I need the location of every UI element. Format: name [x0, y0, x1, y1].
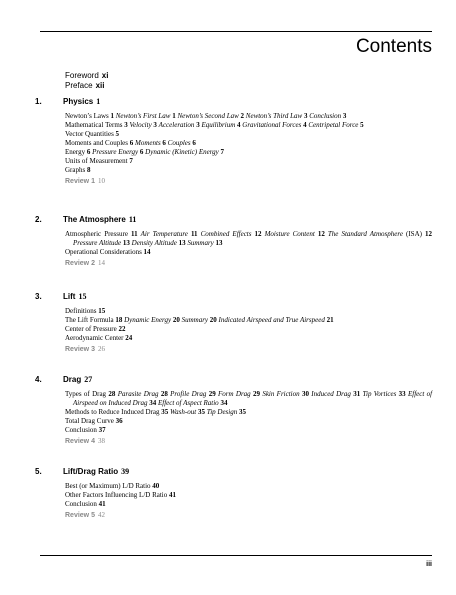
- entry-page: 28: [108, 390, 116, 398]
- chapter-entries: [65, 482, 432, 520]
- entry-page: 4: [237, 121, 241, 129]
- entry-page: 2: [240, 112, 245, 120]
- chapter-heading[interactable]: [35, 215, 136, 225]
- toc-entry[interactable]: [65, 491, 432, 500]
- entry-page: 12: [425, 230, 433, 238]
- entry-subtopic: Form Drag: [218, 390, 251, 398]
- chapter-entries: [65, 307, 432, 354]
- entry-subtopic: Summary: [181, 316, 209, 324]
- entry-topic: Conclusion: [65, 500, 97, 508]
- entry-subtopic: Profile Drag: [170, 390, 207, 398]
- entry-page: 28: [160, 390, 168, 398]
- entry-subtopic: Tip Vortices: [362, 390, 397, 398]
- entry-topic: Aerodynamic Center: [65, 334, 124, 342]
- page-number: iii: [426, 561, 432, 568]
- toc-entry[interactable]: [65, 408, 432, 417]
- toc-entry[interactable]: [65, 230, 432, 248]
- toc-entry[interactable]: [65, 325, 432, 334]
- entry-subtopic: Dynamic (Kinetic) Energy: [145, 148, 219, 156]
- entry-topic: Definitions: [65, 307, 97, 315]
- front-matter-label: Foreword: [65, 71, 99, 80]
- entry-topic: Types of Drag: [65, 390, 107, 398]
- chapter-page: 15: [78, 292, 87, 301]
- entry-page: 31: [353, 390, 361, 398]
- chapter-page: 11: [128, 215, 137, 224]
- entry-subtopic: Skin Friction: [262, 390, 300, 398]
- entry-page: 6: [192, 139, 196, 147]
- entry-topic: Vector Quantities: [65, 130, 114, 138]
- front-matter: [65, 71, 108, 91]
- entry-topic: Newton’s Laws: [65, 112, 109, 120]
- chapter-title: Physics: [63, 97, 94, 106]
- entry-page: 11: [190, 230, 198, 238]
- entry-page: 37: [98, 426, 106, 434]
- review-label: Review 1: [65, 178, 95, 185]
- entry-page: 6: [86, 148, 91, 156]
- review-page: 14: [97, 259, 105, 267]
- entry-page: 6: [129, 139, 134, 147]
- front-matter-item[interactable]: [65, 71, 108, 81]
- chapter-title: Lift/Drag Ratio: [63, 467, 119, 476]
- front-matter-page: xi: [101, 71, 109, 80]
- review-label: Review 4: [65, 438, 95, 445]
- entry-subtopic: Moments: [135, 139, 161, 147]
- review-entry[interactable]: [65, 259, 432, 268]
- entry-page: 18: [115, 316, 123, 324]
- entry-topic: Conclusion: [65, 426, 97, 434]
- entry-page: 11: [130, 230, 138, 238]
- front-matter-item[interactable]: [65, 81, 108, 91]
- entry-subtopic: Acceleration: [158, 121, 195, 129]
- chapter-number: 5.: [35, 467, 42, 476]
- entry-page: 6: [162, 139, 166, 147]
- entry-page: 5: [115, 130, 120, 138]
- review-entry[interactable]: [65, 177, 432, 186]
- entry-page: 29: [253, 390, 260, 398]
- entry-subtopic: Dynamic Energy: [124, 316, 172, 324]
- entry-page: 5: [360, 121, 364, 129]
- entry-page: 7: [220, 148, 225, 156]
- entry-page: 14: [143, 248, 151, 256]
- entry-page: 41: [169, 491, 177, 499]
- front-matter-page: xii: [95, 81, 105, 90]
- entry-topic: (ISA): [406, 230, 422, 238]
- entry-topic: Atmospheric Pressure: [65, 230, 128, 238]
- chapter-entries: [65, 390, 432, 446]
- entry-page: 20: [172, 316, 180, 324]
- entry-page: 36: [115, 417, 123, 425]
- entry-topic: Other Factors Influencing L/D Ratio: [65, 491, 168, 499]
- entry-page: 8: [86, 166, 91, 174]
- chapter-heading[interactable]: [35, 375, 92, 385]
- entry-page: 7: [129, 157, 133, 165]
- entry-page: 13: [178, 239, 186, 247]
- toc-entry[interactable]: [65, 307, 432, 316]
- entry-page: 41: [98, 500, 106, 508]
- entry-subtopic: Newton’s Third Law: [245, 112, 303, 120]
- review-label: Review 3: [65, 346, 95, 353]
- entry-topic: Graphs: [65, 166, 86, 174]
- entry-page: 1: [110, 112, 114, 120]
- entry-page: 34: [149, 399, 157, 407]
- entry-page: 1: [172, 112, 176, 120]
- chapter-number: 4.: [35, 375, 42, 384]
- review-entry[interactable]: [65, 345, 432, 354]
- chapter-heading[interactable]: [35, 292, 86, 302]
- entry-page: 3: [153, 121, 157, 129]
- entry-page: 22: [118, 325, 126, 333]
- top-rule: [40, 31, 432, 32]
- chapter-number: 1.: [35, 97, 42, 106]
- entry-topic: Methods to Reduce Induced Drag: [65, 408, 160, 416]
- toc-entry[interactable]: [65, 426, 432, 435]
- entry-page: 15: [98, 307, 106, 315]
- chapter-title: Lift: [63, 292, 76, 301]
- entry-topic: Best (or Maximum) L/D Ratio: [65, 482, 151, 490]
- chapter-number: 2.: [35, 215, 42, 224]
- entry-page: 35: [197, 408, 205, 416]
- entry-page: 4: [303, 121, 307, 129]
- entry-topic: Moments and Couples: [65, 139, 128, 147]
- toc-entry[interactable]: [65, 417, 432, 426]
- entry-subtopic: Couples: [167, 139, 191, 147]
- entry-topic: Units of Measurement: [65, 157, 128, 165]
- entry-subtopic: Conclusion: [309, 112, 342, 120]
- review-label: Review 5: [65, 512, 95, 519]
- entry-subtopic: Equilibrium: [201, 121, 236, 129]
- entry-subtopic: The Standard Atmosphere: [327, 230, 403, 238]
- review-page: 10: [97, 177, 105, 185]
- entry-subtopic: Indicated Airspeed and True Airspeed: [218, 316, 325, 324]
- entry-subtopic: Centripetal Force: [308, 121, 359, 129]
- entry-topic: Operational Considerations: [65, 248, 142, 256]
- toc-entry[interactable]: [65, 390, 432, 408]
- toc-entry[interactable]: [65, 157, 432, 166]
- entry-page: 30: [301, 390, 309, 398]
- entry-topic: Center of Pressure: [65, 325, 117, 333]
- entry-subtopic: Effect of Aspect Ratio: [157, 399, 219, 407]
- entry-subtopic: Combined Effects: [200, 230, 252, 238]
- toc-entry[interactable]: [65, 482, 432, 491]
- toc-entry[interactable]: [65, 148, 432, 157]
- chapter-title: Drag: [63, 375, 82, 384]
- review-entry[interactable]: [65, 437, 432, 446]
- entry-page: 20: [209, 316, 217, 324]
- entry-topic: Total Drag Curve: [65, 417, 114, 425]
- entry-subtopic: Tip Design: [206, 408, 238, 416]
- entry-subtopic: Air Temperature: [140, 230, 188, 238]
- review-label: Review 2: [65, 260, 95, 267]
- entry-page: 13: [122, 239, 130, 247]
- bottom-rule: [40, 555, 432, 556]
- toc-entry[interactable]: [65, 112, 432, 121]
- entry-subtopic: Pressure Altitude: [73, 239, 122, 247]
- chapter-page: 39: [121, 467, 130, 476]
- entry-page: 35: [238, 408, 246, 416]
- chapter-title: The Atmosphere: [63, 215, 126, 224]
- entry-page: 12: [317, 230, 325, 238]
- entry-page: 35: [161, 408, 169, 416]
- entry-page: 34: [220, 399, 228, 407]
- chapter-page: 1: [96, 97, 101, 106]
- toc-entry[interactable]: [65, 316, 432, 325]
- toc-entry[interactable]: [65, 130, 432, 139]
- entry-subtopic: Parasite Drag: [117, 390, 159, 398]
- review-page: 42: [97, 511, 105, 519]
- entry-subtopic: Density Altitude: [131, 239, 177, 247]
- entry-page: 3: [342, 112, 347, 120]
- entry-subtopic: Pressure Energy: [92, 148, 139, 156]
- entry-subtopic: Effect of Airspeed on Induced Drag: [73, 390, 433, 407]
- entry-subtopic: Newton’s First Law: [115, 112, 171, 120]
- entry-subtopic: Velocity: [129, 121, 152, 129]
- entry-page: 12: [254, 230, 262, 238]
- entry-page: 40: [152, 482, 160, 490]
- chapter-page: 27: [84, 375, 93, 384]
- entry-page: 13: [215, 239, 223, 247]
- chapter-entries: [65, 112, 432, 186]
- toc-entry[interactable]: [65, 121, 432, 130]
- entry-topic: Energy: [65, 148, 86, 156]
- toc-entry[interactable]: [65, 139, 432, 148]
- chapter-entries: [65, 230, 432, 268]
- entry-page: 3: [196, 121, 200, 129]
- entry-page: 3: [303, 112, 308, 120]
- entry-subtopic: Induced Drag: [311, 390, 351, 398]
- review-page: 38: [97, 437, 105, 445]
- review-entry[interactable]: [65, 511, 432, 520]
- entry-page: 3: [124, 121, 128, 129]
- toc-entry[interactable]: [65, 248, 432, 257]
- entry-page: 24: [125, 334, 133, 342]
- chapter-heading[interactable]: [35, 467, 129, 477]
- entry-page: 6: [139, 148, 144, 156]
- toc-entry[interactable]: [65, 334, 432, 343]
- entry-page: 21: [326, 316, 334, 324]
- page-title: Contents: [355, 36, 432, 57]
- review-page: 26: [97, 345, 105, 353]
- toc-entry[interactable]: [65, 166, 432, 175]
- entry-topic: Mathematical Terms: [65, 121, 123, 129]
- toc-entry[interactable]: [65, 500, 432, 509]
- chapter-heading[interactable]: [35, 97, 100, 107]
- chapter-number: 3.: [35, 292, 42, 301]
- entry-subtopic: Wash-out: [169, 408, 197, 416]
- entry-subtopic: Newton’s Second Law: [177, 112, 239, 120]
- entry-subtopic: Summary: [187, 239, 214, 247]
- entry-page: 29: [208, 390, 216, 398]
- entry-page: 33: [398, 390, 406, 398]
- entry-topic: The Lift Formula: [65, 316, 114, 324]
- entry-subtopic: Moisture Content: [264, 230, 315, 238]
- entry-subtopic: Gravitational Forces: [242, 121, 302, 129]
- front-matter-label: Preface: [65, 81, 93, 90]
